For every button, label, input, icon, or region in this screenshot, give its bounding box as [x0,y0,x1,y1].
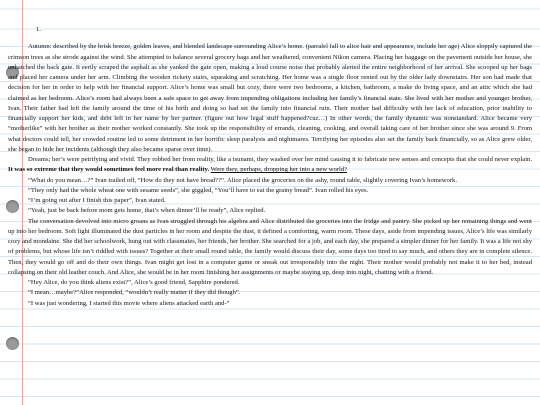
text-run: “I’m going out after I finish this paper”, Ivan stated. [28,197,166,204]
paragraph-container [8,42,532,309]
paragraph [8,42,532,155]
item-number: 1. [36,26,41,33]
underlined-text: Were they, perhaps, dropping her into a new world? [210,166,348,174]
text-run: “Yeah, just be back before mom gets home, that’s when dinner’ll be ready”, Alice replied. [28,207,266,215]
paragraph [8,217,532,279]
paragraph [8,155,532,176]
bold-text: It was so extreme that they would sometimes feel more real than reality. [8,166,210,174]
text-run: “Hey Alice, do you think aliens exist?”, Alice’s good friend, Sapphire pondered. [28,279,240,286]
text-run: The conversation devolved into micro groans as Ivan struggled through his algebra and Alice distributed the groceries into the fridge and pantry. She picked up her remaining things and went up into her bedroom. Soft light illuminated the dust particles in her room and despite the dust, it defined a comforting, warm room. These days, aside from impending issues, Alice’s life was similarly cozy and mondaine. She did her schoolwork, hung out with classmates, her friends, her brother. She searched for a job, and each day, she prepared a simpler dinner for her family. It was a life not shy of problems, but whose life isn’t riddled with issues? Together at their small round table, the family would discuss their day, some days too tired to say much, and others they are in complete silence. Then, they would go off and do their own things. Ivan might get lost in a computer game or sneak out irresponsibly into the night. Their mother would probably not make it to her bed, instead collapsing on their old leather couch. And Alice, she would be in her room finishing her assignments or maybe staying up, deep into night, chatting with a friend. [8,217,532,276]
text-run: “I was just wondering, I started this movie where aliens attacked earth and-” [28,299,230,307]
text-run: Autumn: described by the brisk breeze, golden leaves, and blended landscape surrounding Alice’s home. (parralel fall to alice hair and appearance, include her age) Alice sloppily captured the crimson trees as she strode against the wind. She attempted to balance several grocery bags and her weathered, convenient Nikon camera. Placing her baggage on the pavement outside her house, she unhatched the back gate. It eerily scraped the asphalt as she yanked the gate open, making a loud course noise that probably alerted the entire neighborhood of her arrival. She scooped up her bags and placed her camera under her arm. Climbing the wooden rickety stairs, squeaking and scratching. Her home was a single floor rented out by the older lady downstairs. Her son had made that decision for her in order to help with her financial support. Alice’s home was small but cozy, there were two bedrooms, a kitchen, bathroom, a make do living space, and an attic which she had claimed as her bedroom. Alice’s room had always been a safe space to get away from impending obligations including her family’s financial state. She lived with her mother and younger brother, Ivan. Their father had left the family around the time of his birth and doing so had set the family into financial ruin. Their mother had difficulty with her lack of education, prior inability to financially support her kids, and debt left in her name by her partner. (figure out how legal stuff happened?cuz…) In other words, the family dynamic was nonstandard. Alice became very “motherlike” with her brother as their mother worked constantly. She took up the responsibility of errands, cleaning, cooking, and overall taking care of her brother since she was around 9. From what doctors could tell, her crowded routine led to some detriment in her horrific sleep paralysis and nightmares. Terrifying her episodes also set the family back financially, so as Alice grew older, she began to hide her incidents (although they also became sparse over time). [8,43,532,153]
paragraph [8,288,532,298]
paragraph [8,299,532,309]
text-run: Dreams; her’s were petrifying and vivid. They robbed her from reality, like a tsunami, they washed over her mind causing it to fabricate new senses and concepts that she could never explain. [28,156,532,163]
document-body [8,25,532,309]
paragraph [8,206,532,216]
paragraph [8,196,532,206]
paragraph [8,186,532,196]
punch-hole [6,337,19,350]
paragraph [8,278,532,288]
text-run: “What do you mean…?” Ivan trailed off, “How do they not have bread??”. Alice placed the groceries on the ashy, round table, slightly covering Ivan’s homework. [28,176,457,184]
text-run: “I mean…maybe?”Alice responded, “wouldn’t really matter if they did though”. [28,289,241,297]
paragraph [8,176,532,186]
text-run: “They only had the whole wheat one with sesame seeds”, she giggled, “You’ll have to eat the grainy bread”. Ivan rolled his eyes. [28,186,369,194]
